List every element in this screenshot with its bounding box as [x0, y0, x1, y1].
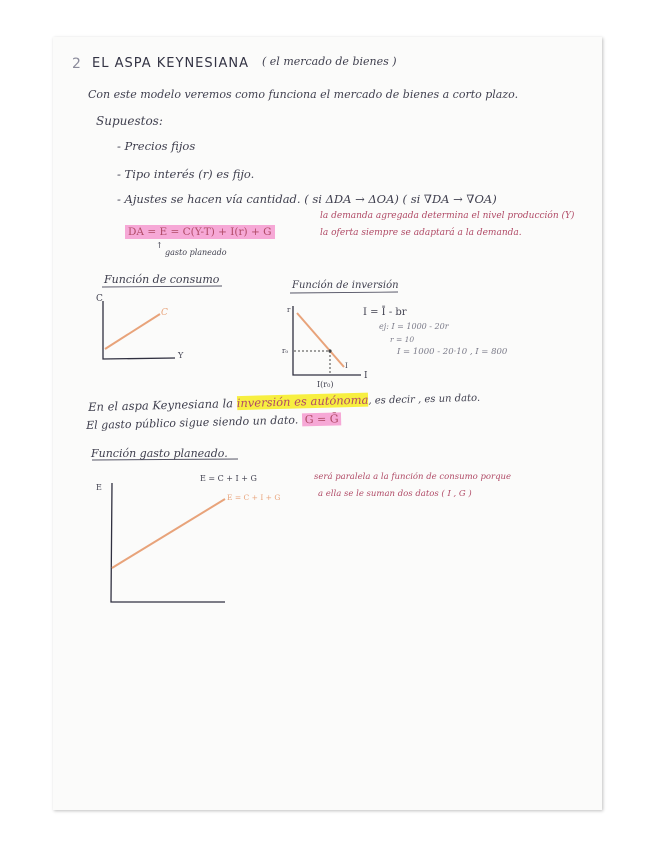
- gasto-y-label: E: [96, 483, 102, 492]
- gasto-line: [112, 499, 225, 568]
- supuesto-item: - Precios fijos: [117, 139, 196, 153]
- inversion-example-2: r = 10: [390, 335, 415, 344]
- formula-da: DA = E = C(Y-T) + I(r) + G: [125, 225, 275, 239]
- inversion-line-label: I: [345, 362, 348, 370]
- consumo-title: Función de consumo: [104, 273, 220, 286]
- formula-caption: gasto planeado: [165, 248, 227, 257]
- consumo-y-label: C: [96, 294, 103, 304]
- intro-text: Con este modelo veremos como funciona el mercado de bienes a corto plazo.: [88, 88, 519, 101]
- gasto-publico-text: El gasto público sigue siendo un dato.: [86, 413, 299, 432]
- inversion-example-1: ej: I = 1000 - 20r: [379, 322, 449, 331]
- page-subtitle: ( el mercado de bienes ): [262, 55, 397, 68]
- inversion-example-3: I = 1000 - 20·10 , I = 800: [397, 347, 508, 357]
- supuesto-item: - Tipo interés (r) es fijo.: [117, 167, 255, 181]
- supuesto-item: - Ajustes se hacen vía cantidad. ( si ΔDA → ΔOA) ( si ∇DA → ∇OA): [117, 192, 497, 206]
- gasto-top-label: E = C + I + G: [200, 474, 257, 483]
- inversion-r-tick: r₀: [282, 347, 289, 355]
- gasto-line-label: E = C + I + G: [227, 493, 281, 502]
- paragraph-line-1-start: En el aspa Keynesiana la: [88, 396, 234, 414]
- gasto-note-1: será paralela a la función de consumo porque: [314, 472, 512, 482]
- gasto-note-2: a ella se le suman dos datos ( I , G ): [318, 489, 472, 499]
- consumo-line-label: C: [161, 308, 168, 318]
- note-demanda: la demanda agregada determina el nivel producción (Y): [320, 211, 575, 221]
- formula-arrow: ↑: [156, 241, 163, 250]
- inversion-equation: I = Ī - br: [363, 307, 407, 318]
- inversion-x-label: I: [364, 371, 368, 381]
- consumo-x-label: Y: [178, 351, 184, 360]
- paragraph-line-1-end: , es decir , es un dato.: [368, 392, 481, 407]
- page-title: EL ASPA KEYNESIANA: [92, 56, 249, 71]
- note-oferta: la oferta siempre se adaptará a la demanda.: [320, 228, 522, 238]
- inversion-i-tick: I(r₀): [317, 380, 334, 389]
- gasto-axes: [111, 483, 225, 602]
- inversion-y-label: r: [287, 306, 291, 314]
- g-dato-highlight: G = Ḡ: [302, 412, 342, 426]
- gasto-title: Función gasto planeado.: [91, 447, 228, 460]
- supuestos-heading: Supuestos:: [96, 114, 163, 128]
- inversion-autonoma-highlight: inversión es autónoma: [236, 392, 369, 411]
- inversion-title: Función de inversión: [292, 280, 399, 291]
- section-number: 2: [72, 56, 82, 72]
